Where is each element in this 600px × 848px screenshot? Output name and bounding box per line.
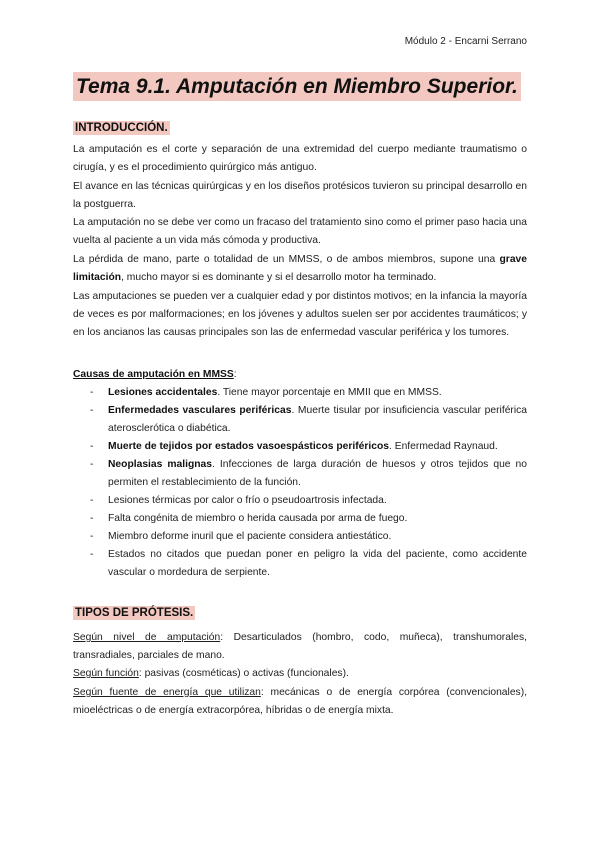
cause-text: Falta congénita de miembro o herida causada por arma de fuego.: [108, 513, 408, 524]
list-dash: -: [90, 441, 94, 452]
cause-bold: Enfermedades vasculares periféricas: [108, 405, 292, 416]
page-header: Módulo 2 - Encarni Serrano: [404, 36, 527, 47]
prosthesis-level-text: : Desarticulados (hombro, codo, muñeca), transhumorales, transradiales, parciales de mano.: [73, 632, 527, 661]
causes-list-item: [73, 438, 527, 456]
causes-list-item: [73, 546, 527, 582]
cause-bold: Muerte de tejidos por estados vasoespásticos periféricos: [108, 441, 389, 452]
intro-p4-end: , mucho mayor si es dominante y si el desarrollo motor ha terminado.: [121, 272, 437, 283]
title-container: [73, 72, 527, 101]
intro-p4-bold: grave limitación: [73, 254, 527, 283]
prosthesis-energy-text: : mecánicas o de energía corpórea (convencionales), mioeléctricas o de energía extracorpórea, híbridas o de energía mixta.: [73, 687, 527, 716]
list-dash: -: [90, 387, 94, 398]
cause-bold: Lesiones accidentales: [108, 387, 218, 398]
intro-paragraph-1: La amputación es el corte y separación de una extremidad del cuerpo mediante traumatismo o cirugía, y es el procedimiento quirúrgico más antiguo.: [73, 144, 527, 173]
causes-heading-colon: :: [233, 369, 237, 380]
causes-list-item: [73, 384, 527, 402]
prosthesis-heading: TIPOS DE PRÓTESIS.: [75, 607, 194, 619]
prosthesis-level-label: Según nivel de amputación: [73, 632, 221, 643]
causes-list-item: [73, 492, 527, 510]
cause-text: . Tiene mayor porcentaje en MMII que en MMSS.: [217, 387, 442, 398]
cause-text: Miembro deforme inuril que el paciente considera antiestático.: [108, 531, 392, 542]
list-dash: -: [90, 405, 94, 416]
causes-list: [73, 384, 527, 582]
list-dash: -: [90, 549, 94, 560]
causes-list-item: [73, 456, 527, 492]
cause-text: Estados no citados que puedan poner en peligro la vida del paciente, como accidente vascular o mordedura de serpiente.: [108, 549, 527, 578]
cause-text: Lesiones térmicas por calor o frío o pseudoartrosis infectada.: [108, 495, 387, 506]
intro-p4-start: La pérdida de mano, parte o totalidad de un MMSS, o de ambos miembros, supone una: [73, 254, 500, 265]
cause-text: . Infecciones de larga duración de huesos y otros tejidos que no permiten el restablecimiento de la función.: [108, 459, 527, 488]
intro-paragraph-2: El avance en las técnicas quirúrgicas y en los diseños protésicos tuvieron su principal desarrollo en la postguerra.: [73, 181, 527, 210]
causes-list-item: [73, 402, 527, 438]
list-dash: -: [90, 459, 94, 470]
causes-heading: Causas de amputación en MMSS: [73, 369, 234, 380]
cause-text: . Enfermedad Raynaud.: [388, 441, 498, 452]
intro-heading: INTRODUCCIÓN.: [75, 122, 168, 134]
causes-list-item: [73, 528, 527, 546]
cause-bold: Neoplasias malignas: [108, 459, 213, 470]
prosthesis-level: [73, 629, 527, 665]
list-dash: -: [90, 531, 94, 542]
prosthesis-energy-label: Según fuente de energía que utilizan: [73, 687, 261, 698]
prosthesis-function: [73, 665, 527, 683]
intro-paragraph-3: La amputación no se debe ver como un fracaso del tratamiento sino como el primer paso hacia una vuelta al paciente a un vida más cómoda y productiva.: [73, 217, 527, 246]
prosthesis-energy: [73, 684, 527, 720]
prosthesis-function-label: Según función: [73, 668, 139, 679]
causes-list-item: [73, 510, 527, 528]
prosthesis-function-text: : pasivas (cosméticas) o activas (funcionales).: [138, 668, 349, 679]
list-dash: -: [90, 513, 94, 524]
list-dash: -: [90, 495, 94, 506]
page-title: Tema 9.1. Amputación en Miembro Superior.: [73, 72, 521, 101]
intro-paragraph-5: Las amputaciones se pueden ver a cualquier edad y por distintos motivos; en la infancia la mayoría de veces es por malformaciones; en los jóvenes y adultos suelen ser por accidentes traumáticos; y en los ancianos las causas principales son las de enfermedad vascular periférica y los tumores.: [73, 291, 527, 338]
cause-text: . Muerte tisular por insuficiencia vascular periférica aterosclerótica o diabética.: [108, 405, 528, 434]
causes-heading-line: [73, 366, 527, 384]
intro-paragraph-4: [73, 251, 527, 287]
